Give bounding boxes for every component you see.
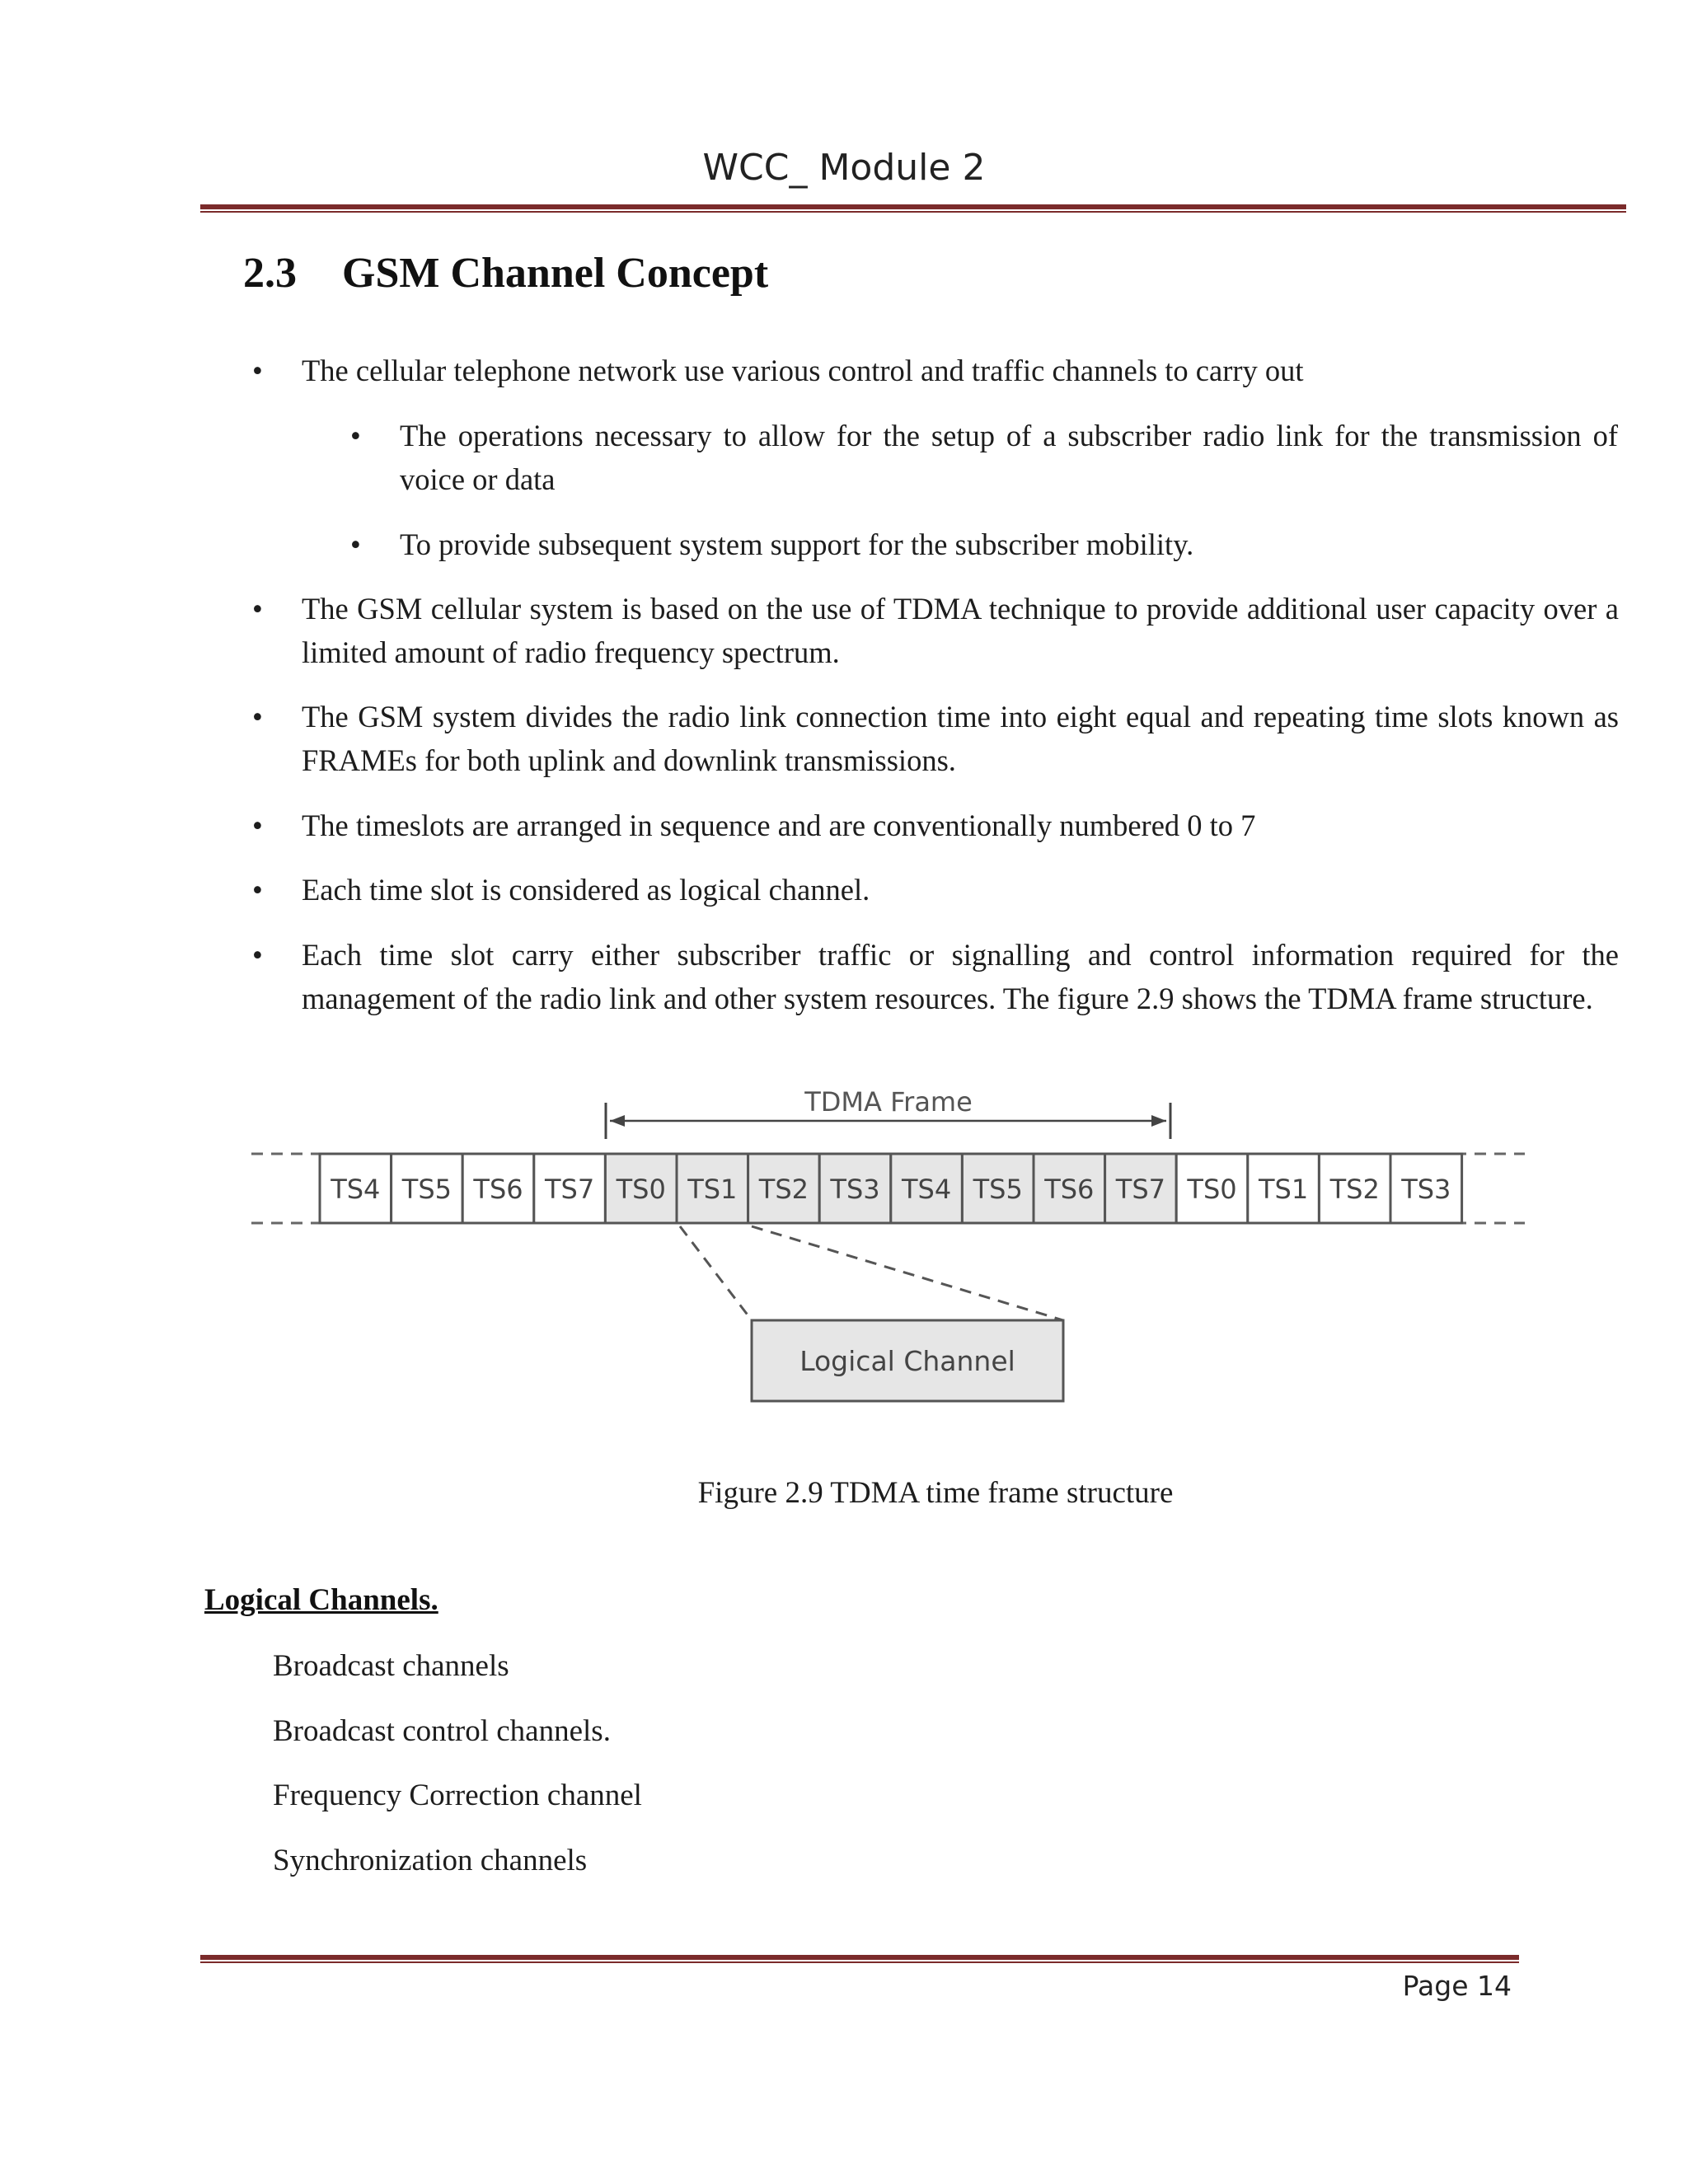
frame-arrow-right: [1151, 1115, 1166, 1127]
time-slot-label: TS3: [1401, 1174, 1451, 1205]
callout-line-right: [752, 1226, 1063, 1320]
bullet-text: The operations necessary to allow for the setup of a subscriber radio link for the transmission of voice or data: [400, 419, 1618, 496]
section-number: 2.3: [243, 250, 297, 297]
footer-rule-thin: [200, 1961, 1519, 1963]
bullet-text: The GSM system divides the radio link connection time into eight equal and repeating time slots known as FRAMEs for both uplink and downlink transmissions.: [302, 700, 1619, 777]
logical-channel-item: Broadcast control channels.: [273, 1714, 611, 1748]
bullet-marker: •: [252, 938, 263, 972]
time-slot-label: TS1: [1258, 1174, 1309, 1205]
time-slot-label: TS2: [1329, 1174, 1380, 1205]
logical-channel-item: Broadcast channels: [273, 1649, 509, 1683]
slot-row: [320, 1154, 1462, 1223]
bullet-text: To provide subsequent system support for the subscriber mobility.: [400, 527, 1194, 561]
bullet-item: [252, 933, 1619, 1020]
bullet-item: [350, 414, 1618, 501]
time-slot-label: TS7: [544, 1174, 595, 1205]
bullet-marker: •: [252, 592, 263, 626]
logical-channels-heading: Logical Channels.: [204, 1583, 438, 1617]
bullet-marker: •: [252, 808, 263, 842]
bullet-text: Each time slot is considered as logical channel.: [302, 873, 870, 907]
header-rule: [200, 204, 1626, 209]
logical-channel-item: Synchronization channels: [273, 1844, 588, 1877]
time-slot-label: TS1: [687, 1174, 738, 1205]
frame-label: TDMA Frame: [804, 1088, 973, 1118]
logical-channel-label: Logical Channel: [799, 1345, 1015, 1377]
bullet-text: The cellular telephone network use various control and traffic channels to carry out: [302, 354, 1304, 387]
callout-line-left: [680, 1226, 752, 1320]
logical-channel-item: Frequency Correction channel: [273, 1779, 642, 1812]
time-slot-label: TS6: [473, 1174, 523, 1205]
bullet-item: [252, 349, 1620, 392]
header-title: WCC_ Module 2: [702, 147, 986, 189]
bullet-text: Each time slot carry either subscriber traffic or signalling and control information required for the management of the radio link and other system resources. The figure 2.9 shows the TDMA frame structure.: [302, 938, 1619, 1015]
bullet-item: [350, 523, 1618, 566]
tdma-figure: [247, 1088, 1533, 1418]
time-slot-label: TS6: [1044, 1174, 1095, 1205]
time-slot-label: TS0: [616, 1174, 666, 1205]
footer-rule: [200, 1955, 1519, 1960]
time-slot-label: TS0: [1187, 1174, 1237, 1205]
time-slot-label: TS2: [758, 1174, 809, 1205]
header-rule-thin: [200, 211, 1626, 213]
bullet-text: The GSM cellular system is based on the use of TDMA technique to provide additional user capacity over a limited amount of radio frequency spectrum.: [302, 592, 1619, 669]
bullet-item: [252, 587, 1619, 674]
time-slot-label: TS3: [830, 1174, 880, 1205]
bullet-text: The timeslots are arranged in sequence and are conventionally numbered 0 to 7: [302, 808, 1256, 842]
bullet-item: [252, 868, 1619, 912]
bullet-marker: •: [350, 527, 361, 561]
frame-arrow-left: [610, 1115, 625, 1127]
bullet-marker: •: [252, 873, 263, 907]
bullet-item: [252, 804, 1619, 847]
figure-caption: Figure 2.9 TDMA time frame structure: [697, 1476, 1174, 1510]
time-slot-label: TS4: [901, 1174, 952, 1205]
bullet-marker: •: [252, 354, 263, 387]
time-slot-label: TS7: [1115, 1174, 1166, 1205]
time-slot-label: TS4: [331, 1174, 381, 1205]
tdma-diagram: [247, 1088, 1533, 1418]
bullet-marker: •: [252, 700, 263, 733]
time-slot-label: TS5: [401, 1174, 452, 1205]
bullet-item: [252, 695, 1619, 782]
time-slot-label: TS5: [973, 1174, 1023, 1205]
section-title: GSM Channel Concept: [342, 250, 769, 297]
page-number: Page 14: [1402, 1970, 1512, 2002]
bullet-marker: •: [350, 419, 361, 452]
section-heading: [243, 249, 768, 298]
